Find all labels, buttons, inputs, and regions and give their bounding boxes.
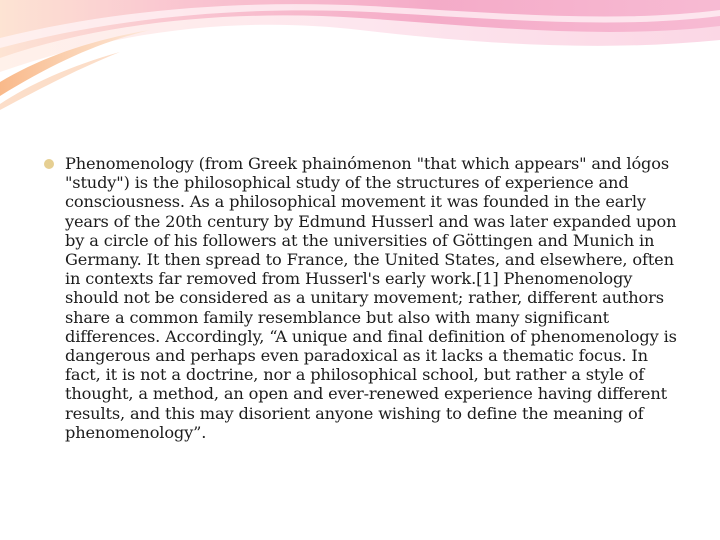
- bullet-item: [44, 154, 684, 442]
- slide-content: [44, 154, 684, 442]
- bullet-dot-icon: [44, 159, 54, 169]
- header-ribbon-decoration: [0, 0, 720, 110]
- bullet-paragraph: Phenomenology (from Greek phainómenon "that which appears" and lógos "study") is the philosophical study of the structures of experience and consciousness. As a philosophical movement it was founded in the early years of the 20th century by Edmund Husserl and was later expanded upon by a circle of his followers at the universities of Göttingen and Munich in Germany. It then spread to France, the United States, and elsewhere, often in contexts far removed from Husserl's early work.[1] Phenomenology should not be considered as a unitary movement; rather, different authors share a common family resemblance but also with many significant differences. Accordingly, “A unique and final definition of phenomenology is dangerous and perhaps even paradoxical as it lacks a thematic focus. In fact, it is not a doctrine, nor a philosophical school, but rather a style of thought, a method, an open and ever-renewed experience having different results, and this may disorient anyone wishing to define the meaning of phenomenology”.: [65, 154, 677, 442]
